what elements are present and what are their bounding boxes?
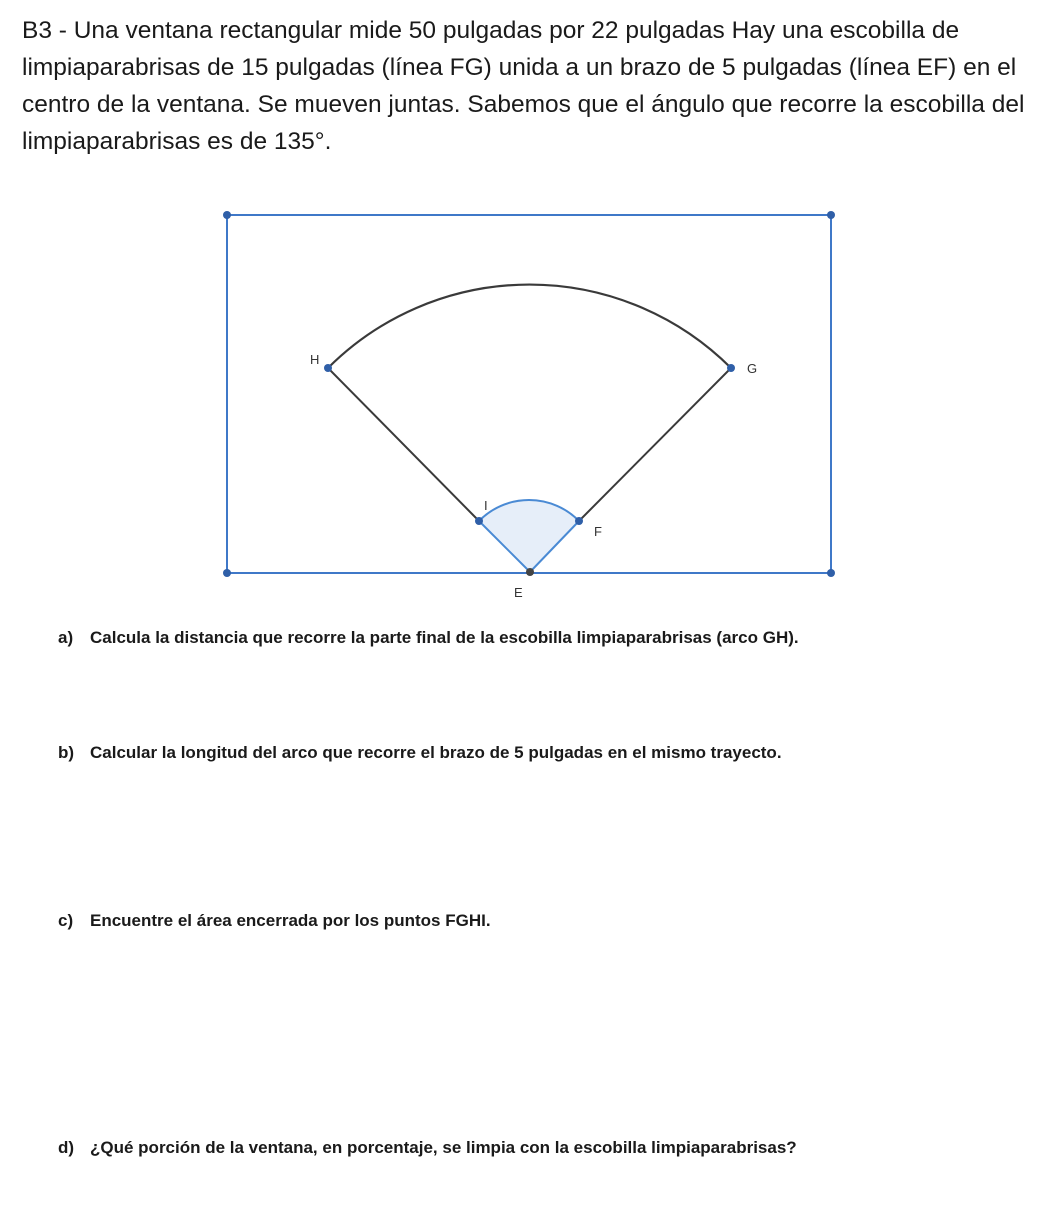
problem-statement: B3 - Una ventana rectangular mide 50 pulgadas por 22 pulgadas Hay una escobilla de limpiaparabrisas de 15 pulgadas (línea FG) unida a un brazo de 5 pulgadas (línea EF) en el centro de la ventana. Se mueven juntas. Sabemos que el ángulo que recorre la escobilla del limpiaparabrisas es de 135°.	[22, 17, 1025, 155]
window-corner-bottom-left	[223, 569, 231, 577]
question-b	[58, 743, 782, 763]
label-e: E	[514, 585, 523, 600]
question-text: Encuentre el área encerrada por los puntos FGHI.	[90, 911, 491, 930]
label-g: G	[747, 361, 758, 376]
question-letter: d)	[58, 1138, 75, 1157]
point-h	[324, 364, 332, 372]
label-i: I	[484, 498, 488, 513]
window-corner-top-left	[223, 211, 231, 219]
question-letter: c)	[58, 911, 74, 930]
question-text: Calcula la distancia que recorre la parte final de la escobilla limpiaparabrisas (arco GH).	[90, 628, 799, 647]
question-text: ¿Qué porción de la ventana, en porcentaje, se limpia con la escobilla limpiaparabrisas?	[90, 1138, 797, 1157]
question-letter: a)	[58, 628, 74, 647]
point-i	[475, 517, 483, 525]
outer-arc-gh	[328, 285, 731, 368]
label-h: H	[310, 352, 320, 367]
question-text: Calcular la longitud del arco que recorre el brazo de 5 pulgadas en el mismo trayecto.	[90, 743, 782, 762]
point-g	[727, 364, 735, 372]
question-letter: b)	[58, 743, 75, 762]
question-d	[58, 1138, 797, 1158]
point-f	[575, 517, 583, 525]
wiper-line-fg	[579, 368, 731, 521]
question-a	[58, 628, 799, 648]
point-e	[526, 568, 534, 576]
window-corner-top-right	[827, 211, 835, 219]
wiper-line-ih	[328, 368, 479, 521]
question-c	[58, 911, 491, 931]
window-corner-bottom-right	[827, 569, 835, 577]
label-f: F	[594, 524, 602, 539]
